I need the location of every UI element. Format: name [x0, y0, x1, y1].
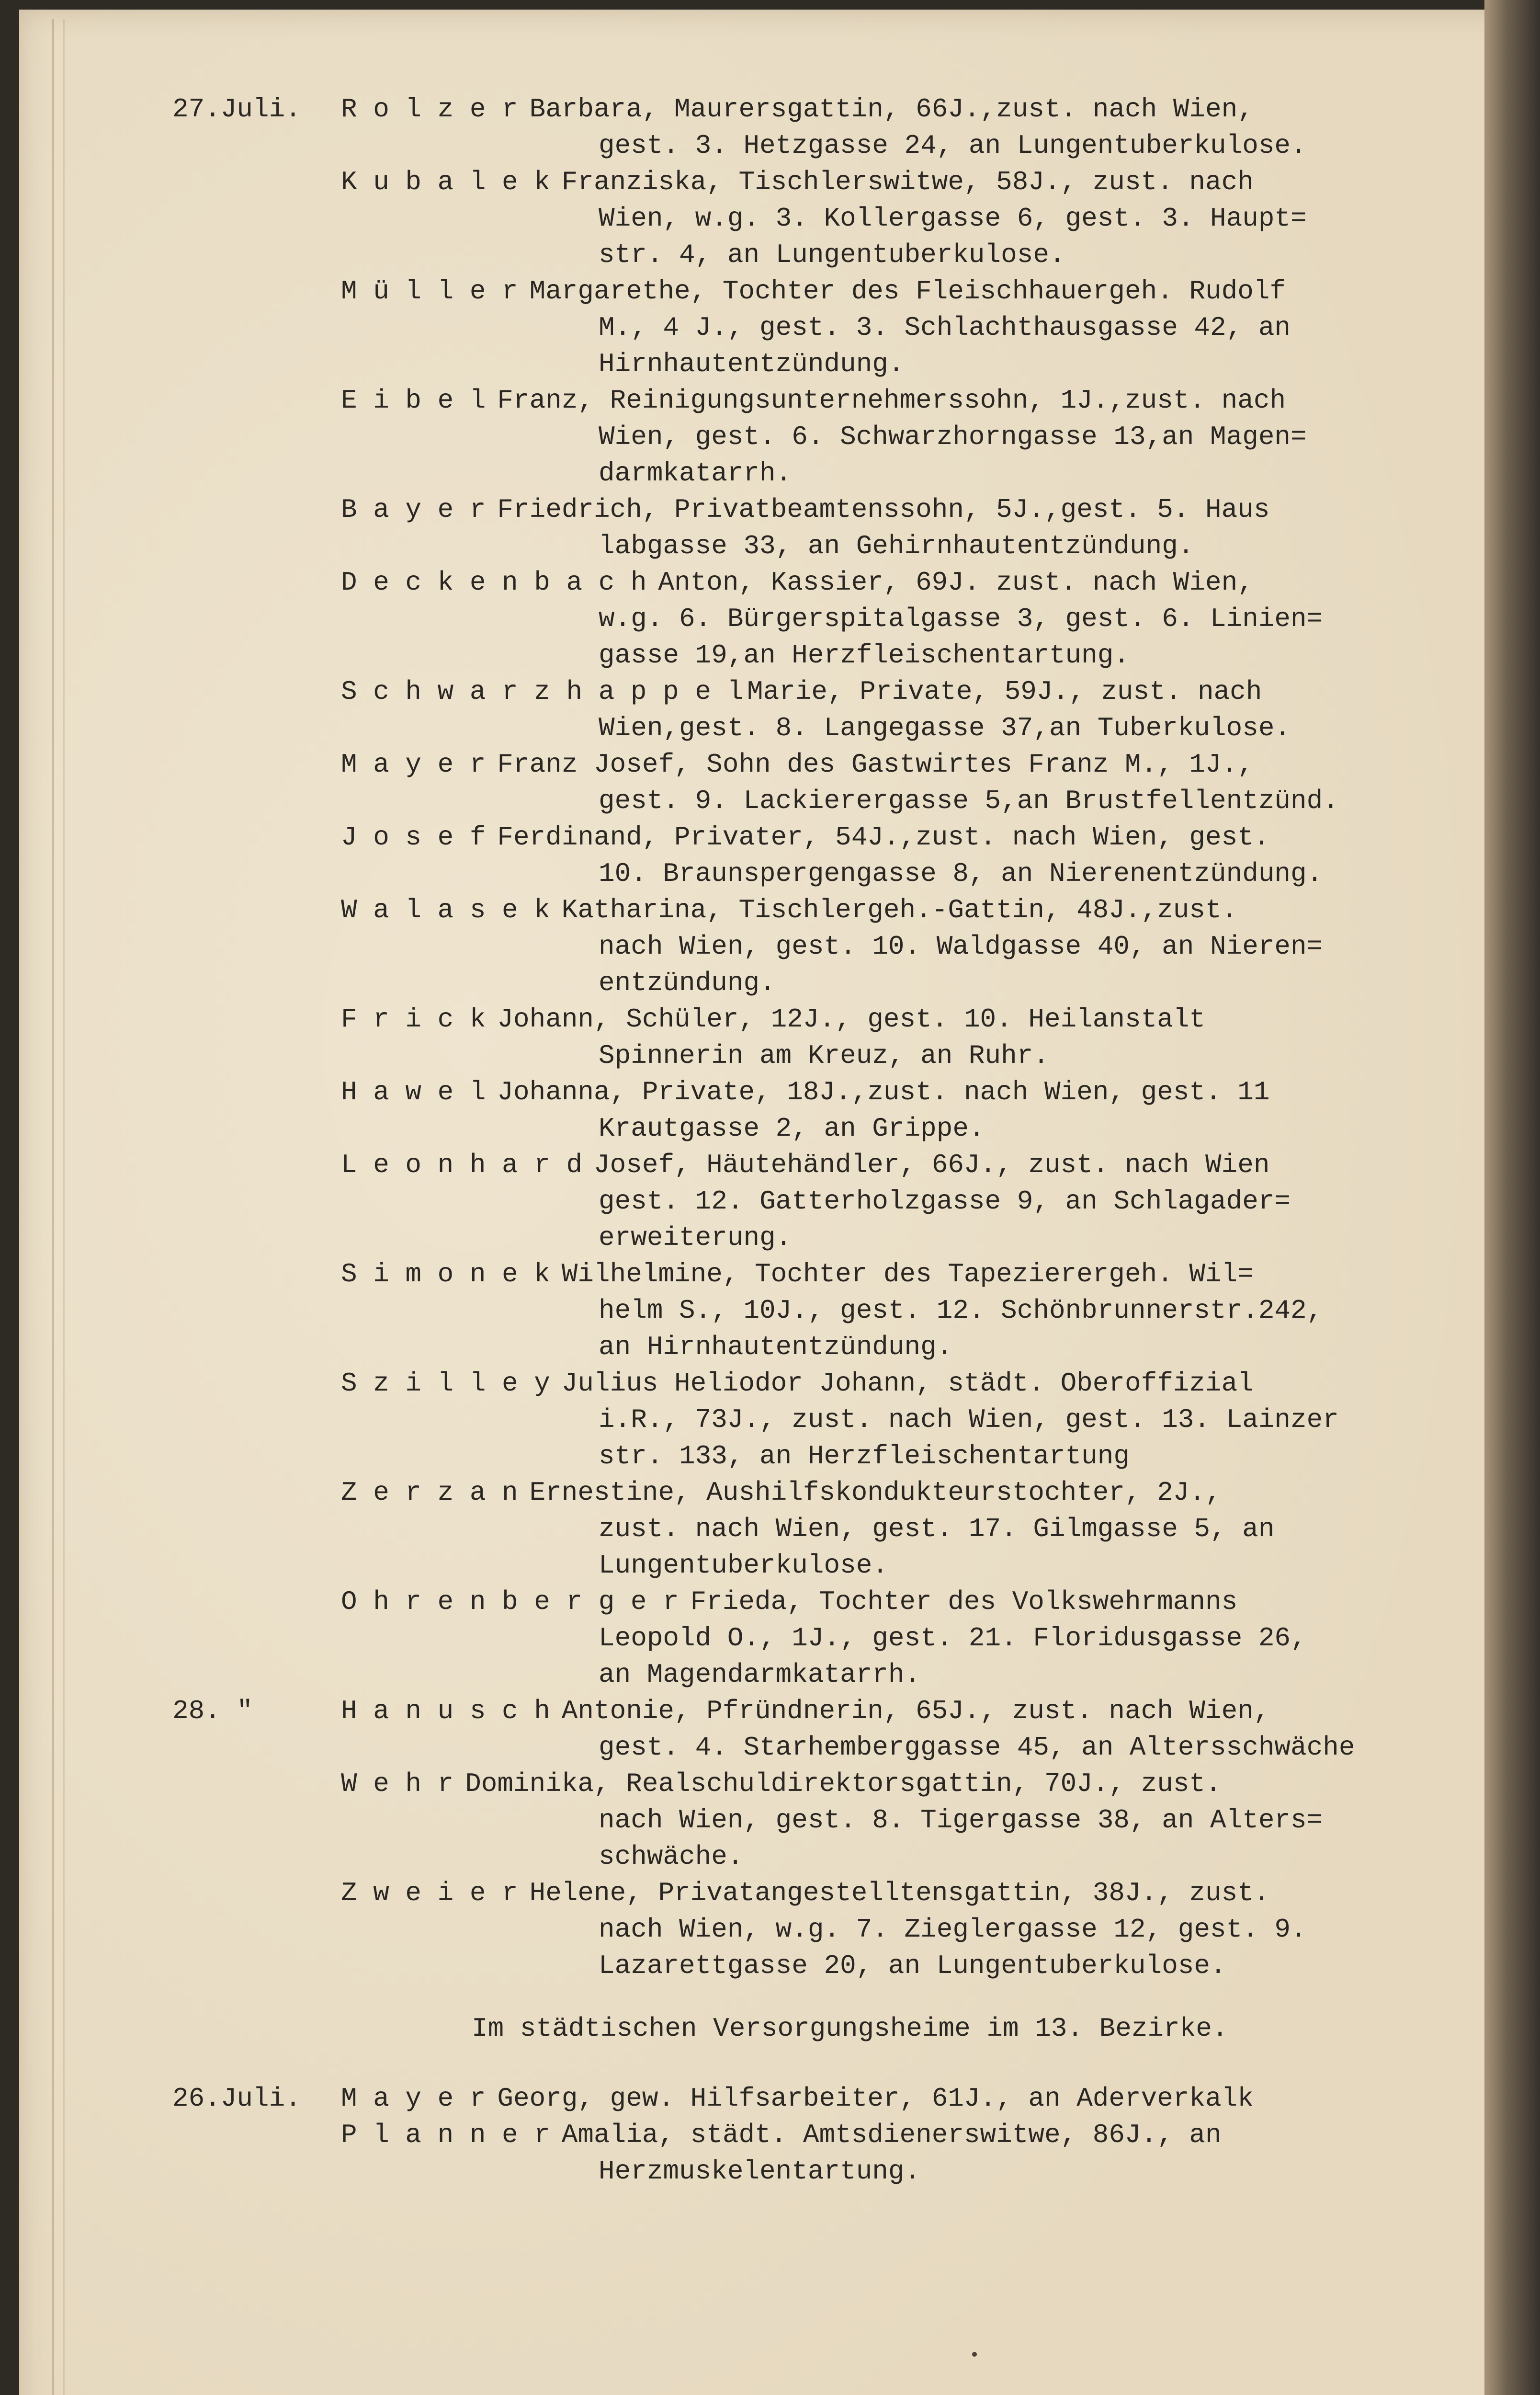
entry-text-continuation: zust. nach Wien, gest. 17. Gilmgasse 5, an — [599, 1514, 1275, 1544]
entry-text-continuation: an Magendarmkatarrh. — [599, 1659, 921, 1690]
entry-surname: E i b e l — [341, 385, 486, 416]
entry-text-continuation: Spinnerin am Kreuz, an Ruhr. — [599, 1040, 1049, 1071]
entry-surname: S z i l l e y — [341, 1368, 550, 1399]
entry-text-first-line: Helene, Privatangestelltensgattin, 38J., zust. — [529, 1878, 1270, 1908]
entry-surname: S i m o n e k — [341, 1259, 550, 1289]
entry-text-first-line: Wilhelmine, Tochter des Tapezierergeh. Wil= — [561, 1259, 1254, 1289]
entry-text-first-line: Dominika, Realschuldirektorsgattin, 70J., zust. — [465, 1768, 1222, 1799]
entry-surname: Z w e i e r — [341, 1878, 518, 1908]
entry-text-first-line: Frieda, Tochter des Volkswehrmanns — [690, 1586, 1238, 1617]
entry-text-first-line: Franziska, Tischlerswitwe, 58J., zust. nach — [561, 167, 1254, 197]
entry-text-continuation: gest. 4. Starhemberggasse 45, an Altersschwäche — [599, 1732, 1355, 1763]
entry-surname: R o l z e r — [341, 94, 518, 125]
entry-surname: M a y e r — [341, 749, 486, 780]
page-fold-line — [52, 19, 54, 2395]
entry-text-continuation: Wien, w.g. 3. Kollergasse 6, gest. 3. Haupt= — [599, 203, 1307, 234]
entry-text-first-line: Franz, Reinigungsunternehmerssohn, 1J.,zust. nach — [497, 385, 1286, 416]
entry-text-first-line: Friedrich, Privatbeamtenssohn, 5J.,gest. 5. Haus — [497, 494, 1270, 525]
entry-text-continuation: Hirnhautentzündung. — [599, 349, 905, 379]
ink-speck — [972, 2352, 977, 2357]
entry-surname: S c h w a r z h a p p e l — [341, 676, 744, 707]
entry-text-continuation: Leopold O., 1J., gest. 21. Floridusgasse 26, — [599, 1623, 1307, 1654]
entry-surname: O h r e n b e r g e r — [341, 1586, 679, 1617]
entry-text-first-line: Julius Heliodor Johann, städt. Oberoffizial — [561, 1368, 1254, 1399]
entry-text-continuation: gest. 9. Lackierergasse 5,an Brustfellentzünd. — [599, 786, 1339, 816]
entry-date: 26.Juli. — [172, 2083, 301, 2114]
entry-surname: M a y e r — [341, 2083, 486, 2114]
entry-text-continuation: helm S., 10J., gest. 12. Schönbrunnerstr.242, — [599, 1295, 1323, 1326]
entry-text-continuation: Herzmuskelentartung. — [599, 2156, 921, 2187]
entry-text-continuation: M., 4 J., gest. 3. Schlachthausgasse 42, an — [599, 312, 1291, 343]
entry-text-continuation: Lungentuberkulose. — [599, 1550, 888, 1581]
entry-text-first-line: Johanna, Private, 18J.,zust. nach Wien, gest. 11 — [497, 1077, 1270, 1107]
entry-text-continuation: Lazarettgasse 20, an Lungentuberkulose. — [599, 1950, 1226, 1981]
entry-surname: F r i c k — [341, 1004, 486, 1035]
entry-surname: Z e r z a n — [341, 1477, 518, 1508]
entry-date: 28. " — [172, 1696, 253, 1726]
entry-surname: K u b a l e k — [341, 167, 550, 197]
entry-surname: P l a n n e r — [341, 2120, 550, 2150]
page-fold-line-secondary — [63, 19, 65, 2395]
entry-text-first-line: Amalia, städt. Amtsdienerswitwe, 86J., an — [561, 2120, 1222, 2150]
entry-text-first-line: Josef, Häutehändler, 66J., zust. nach Wien — [594, 1150, 1270, 1180]
book-binding-edge — [1484, 0, 1540, 2395]
entry-text-first-line: Ernestine, Aushilfskondukteurstochter, 2J., — [529, 1477, 1222, 1508]
entry-surname: J o s e f — [341, 822, 486, 853]
entry-text-continuation: i.R., 73J., zust. nach Wien, gest. 13. Lainzer — [599, 1404, 1339, 1435]
entry-text-continuation: w.g. 6. Bürgerspitalgasse 3, gest. 6. Linien= — [599, 604, 1323, 634]
entry-text-continuation: Wien,gest. 8. Langegasse 37,an Tuberkulose. — [599, 713, 1291, 743]
entry-text-continuation: darmkatarrh. — [599, 458, 792, 489]
entry-text-first-line: Georg, gew. Hilfsarbeiter, 61J., an Aderverkalk — [497, 2083, 1254, 2114]
entry-surname: H a n u s c h — [341, 1696, 550, 1726]
entry-text-continuation: entzündung. — [599, 968, 776, 998]
entry-text-continuation: nach Wien, gest. 10. Waldgasse 40, an Nieren= — [599, 931, 1323, 962]
entry-text-continuation: erweiterung. — [599, 1222, 792, 1253]
entry-surname: L e o n h a r d — [341, 1150, 583, 1180]
entry-text-continuation: str. 4, an Lungentuberkulose. — [599, 240, 1065, 270]
entry-surname: B a y e r — [341, 494, 486, 525]
entry-surname: M ü l l e r — [341, 276, 518, 307]
entry-text-continuation: str. 133, an Herzfleischentartung — [599, 1441, 1130, 1471]
entry-text-first-line: Franz Josef, Sohn des Gastwirtes Franz M., 1J., — [497, 749, 1254, 780]
entry-text-continuation: 10. Braunspergengasse 8, an Nierenentzündung. — [599, 858, 1323, 889]
entry-text-first-line: Margarethe, Tochter des Fleischhauergeh. Rudolf — [529, 276, 1286, 307]
entry-text-first-line: Johann, Schüler, 12J., gest. 10. Heilanstalt — [497, 1004, 1206, 1035]
entry-text-continuation: gest. 3. Hetzgasse 24, an Lungentuberkulose. — [599, 130, 1307, 161]
entry-surname: H a w e l — [341, 1077, 486, 1107]
entry-text-continuation: schwäche. — [599, 1841, 744, 1872]
entry-surname: W e h r — [341, 1768, 454, 1799]
entry-text-continuation: labgasse 33, an Gehirnhautentzündung. — [599, 531, 1194, 561]
entry-date: 27.Juli. — [172, 94, 301, 125]
entry-text-continuation: Wien, gest. 6. Schwarzhorngasse 13,an Magen= — [599, 422, 1307, 452]
entry-text-continuation: nach Wien, w.g. 7. Zieglergasse 12, gest. 9. — [599, 1914, 1307, 1945]
entry-text-first-line: Antonie, Pfründnerin, 65J., zust. nach Wien, — [561, 1696, 1270, 1726]
entry-text-first-line: Ferdinand, Privater, 54J.,zust. nach Wien, gest. — [497, 822, 1270, 853]
section-heading: Im städtischen Versorgungsheime im 13. Bezirke. — [472, 2013, 1228, 2044]
entry-text-continuation: gest. 12. Gatterholzgasse 9, an Schlagader= — [599, 1186, 1291, 1217]
entry-text-continuation: Krautgasse 2, an Grippe. — [599, 1113, 985, 1144]
entry-text-first-line: Anton, Kassier, 69J. zust. nach Wien, — [658, 567, 1254, 598]
entry-text-first-line: Barbara, Maurersgattin, 66J.,zust. nach Wien, — [529, 94, 1254, 125]
entry-text-first-line: Marie, Private, 59J., zust. nach — [747, 676, 1262, 707]
entry-text-continuation: nach Wien, gest. 8. Tigergasse 38, an Alters= — [599, 1805, 1323, 1836]
entry-text-first-line: Katharina, Tischlergeh.-Gattin, 48J.,zust. — [561, 895, 1238, 925]
entry-text-continuation: gasse 19,an Herzfleischentartung. — [599, 640, 1130, 671]
entry-text-continuation: an Hirnhautentzündung. — [599, 1332, 953, 1362]
entry-surname: D e c k e n b a c h — [341, 567, 647, 598]
entry-surname: W a l a s e k — [341, 895, 550, 925]
